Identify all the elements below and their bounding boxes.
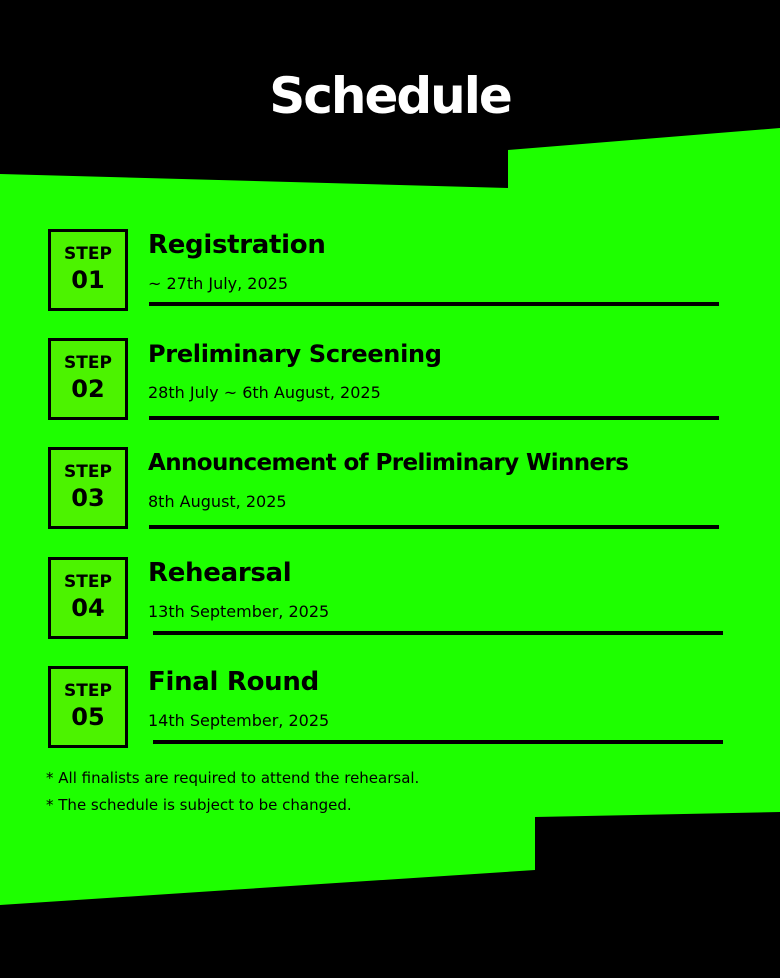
footnote-schedule-change: * The schedule is subject to be changed. [46, 796, 352, 814]
step-badge-label: STEP [64, 462, 112, 482]
step-date: ~ 27th July, 2025 [148, 274, 289, 293]
step-badge-label: STEP [64, 244, 112, 264]
step-badge [48, 338, 128, 420]
step-badge-label: STEP [64, 681, 112, 701]
step-title: Rehearsal [148, 558, 292, 588]
step-date: 8th August, 2025 [148, 492, 287, 511]
step-badge-number: 05 [71, 703, 105, 731]
step-divider [153, 740, 723, 744]
step-title: Final Round [148, 667, 319, 697]
step-item-5 [0, 666, 780, 766]
step-badge-label: STEP [64, 572, 112, 592]
step-title: Registration [148, 230, 326, 260]
step-badge [48, 229, 128, 311]
step-item-1 [0, 229, 780, 329]
step-date: 14th September, 2025 [148, 711, 330, 730]
step-badge-number: 01 [71, 266, 105, 294]
step-date: 28th July ~ 6th August, 2025 [148, 383, 381, 402]
step-item-3 [0, 447, 780, 547]
step-item-2 [0, 338, 780, 438]
step-date: 13th September, 2025 [148, 602, 330, 621]
step-badge [48, 447, 128, 529]
step-badge-number: 03 [71, 484, 105, 512]
step-divider [153, 631, 723, 635]
step-title: Preliminary Screening [148, 340, 442, 368]
step-badge [48, 557, 128, 639]
step-badge [48, 666, 128, 748]
step-badge-label: STEP [64, 353, 112, 373]
step-title: Announcement of Preliminary Winners [148, 450, 629, 476]
page-title: Schedule [269, 67, 511, 125]
step-badge-number: 02 [71, 375, 105, 403]
step-item-4 [0, 557, 780, 657]
step-divider [149, 302, 719, 306]
step-divider [149, 416, 719, 420]
footnote-rehearsal: * All finalists are required to attend the rehearsal. [46, 769, 420, 787]
step-badge-number: 04 [71, 594, 105, 622]
step-divider [149, 525, 719, 529]
